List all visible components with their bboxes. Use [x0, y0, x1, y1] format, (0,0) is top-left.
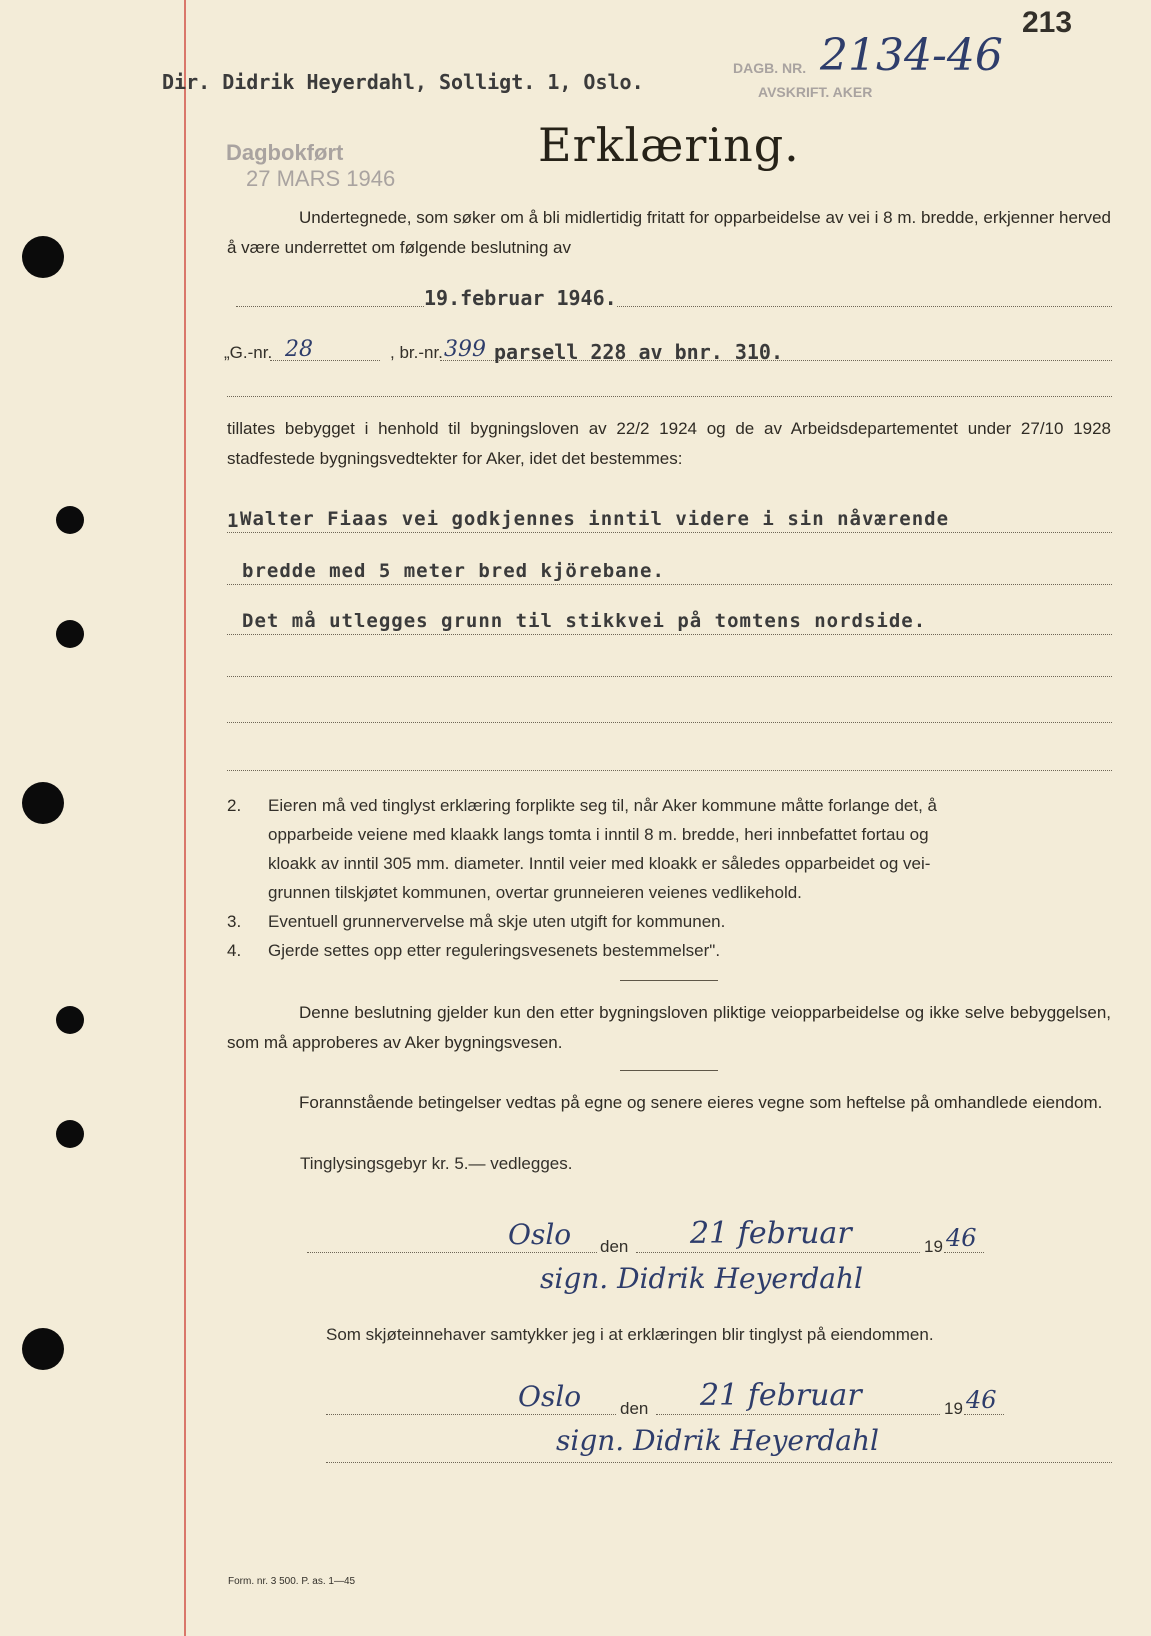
year-suffix: 46 — [966, 1386, 997, 1414]
intro-text: Undertegnede, som søker om å bli midlertidig fritatt for opparbeidelse av vei i 8 m. bredde, erkjenner herved å være underrettet om følgende beslutning av — [227, 208, 1111, 257]
dotted-line — [270, 360, 380, 361]
consent-text: Som skjøteinnehaver samtykker jeg i at erklæringen blir tinglyst på eiendommen. — [326, 1325, 934, 1344]
dotted-line — [944, 1252, 984, 1253]
condition-line: kloakk av inntil 305 mm. diameter. Inntil veier med kloakk er således opparbeidet og vei- — [268, 854, 931, 873]
den-label: den — [620, 1399, 649, 1418]
condition-line: Eventuell grunnervervelse må skje uten utgift for kommunen. — [268, 912, 726, 931]
dotted-line — [326, 1414, 616, 1415]
dotted-line — [307, 1252, 597, 1253]
typed-item-number: 1 — [227, 510, 239, 532]
dotted-line — [656, 1414, 940, 1415]
binder-hole — [56, 620, 84, 648]
dotted-line — [227, 396, 1112, 397]
dagb-stamp: DAGB. NR. — [733, 60, 807, 76]
dotted-line — [227, 770, 1112, 771]
margin-line — [184, 0, 186, 1636]
signature-date: 21 februar — [700, 1378, 862, 1413]
signature: sign. Didrik Heyerdahl — [540, 1262, 863, 1295]
separator-rule — [620, 1070, 718, 1071]
dotted-line — [326, 1462, 1112, 1463]
condition-line: opparbeide veiene med klaakk langs tomta i inntil 8 m. bredde, heri innbefattet fortau og — [268, 825, 929, 844]
den-label: den — [600, 1237, 629, 1256]
document-title: Erklæring. — [538, 118, 800, 172]
dotted-line — [636, 1252, 920, 1253]
typed-condition-line-3: Det må utlegges grunn til stikkvei på tomtens nordside. — [242, 610, 927, 632]
separator-rule — [620, 980, 718, 981]
avskrift-stamp: AVSKRIFT. AKER — [758, 84, 873, 100]
typed-condition-line-2: bredde med 5 meter bred kjörebane. — [242, 560, 665, 582]
binder-hole — [56, 1120, 84, 1148]
signature: sign. Didrik Heyerdahl — [556, 1424, 879, 1457]
dotted-line — [964, 1414, 1004, 1415]
condition-line: Gjerde settes opp etter reguleringsvesenets bestemmelser". — [268, 941, 721, 960]
gnr-label: „G.-nr. — [224, 343, 273, 362]
bnr-label: , br.-nr. — [390, 343, 443, 362]
dotted-line — [227, 634, 1112, 635]
typed-condition-line-1: Walter Fiaas vei godkjennes inntil videre i sin nåværende — [240, 508, 950, 530]
bnr-value: 399 — [444, 337, 486, 362]
binder-hole — [22, 1328, 64, 1370]
dotted-line — [236, 306, 1112, 307]
year-prefix: 19 — [944, 1399, 963, 1418]
condition-number: 4. — [227, 941, 242, 960]
year-prefix: 19 — [924, 1237, 943, 1256]
covenant-text: Forannstående betingelser vedtas på egne og senere eieres vegne som heftelse på omhandlede eiendom. — [299, 1093, 1103, 1112]
binder-hole — [56, 506, 84, 534]
binder-hole — [56, 1006, 84, 1034]
form-number: Form. nr. 3 500. P. as. 1—45 — [228, 1576, 356, 1587]
registration-stamp-date: 27 MARS 1946 — [246, 166, 396, 191]
registration-stamp-label: Dagbokført — [226, 140, 344, 165]
dotted-line — [227, 676, 1112, 677]
sender-address: Dir. Didrik Heyerdahl, Solligt. 1, Oslo. — [162, 70, 644, 94]
signature-date: 21 februar — [690, 1216, 852, 1251]
permission-text: tillates bebygget i henhold til bygningsloven av 22/2 1924 og de av Arbeidsdepartementet under 27/10 1928 stadfestede bygningsvedtekter for Aker, idet det bestemmes: — [227, 419, 1111, 468]
condition-number: 2. — [227, 796, 242, 815]
condition-number: 3. — [227, 912, 242, 931]
signature-place: Oslo — [508, 1218, 572, 1251]
parcel-text: parsell 228 av bnr. 310. — [494, 340, 783, 364]
dotted-line — [227, 584, 1112, 585]
note-text: Denne beslutning gjelder kun den etter bygningsloven pliktige veiopparbeidelse og ikke selve bebyggelsen, som må approberes av Aker bygningsvesen. — [227, 1003, 1111, 1052]
fee-text: Tinglysingsgebyr kr. 5.— vedlegges. — [300, 1154, 573, 1173]
year-suffix: 46 — [946, 1224, 977, 1252]
condition-line: grunnen tilskjøtet kommunen, overtar grunneieren veienes vedlikehold. — [268, 883, 802, 902]
dagb-number: 2134-46 — [820, 30, 1003, 81]
dotted-line — [227, 532, 1112, 533]
page-number: 213 — [1022, 6, 1073, 39]
condition-line: Eieren må ved tinglyst erklæring forplikte seg til, når Aker kommune måtte forlange det, å — [268, 796, 937, 815]
gnr-value: 28 — [285, 337, 313, 362]
decision-date: 19.februar 1946. — [424, 286, 617, 310]
binder-hole — [22, 236, 64, 278]
dotted-line — [227, 722, 1112, 723]
binder-hole — [22, 782, 64, 824]
signature-place: Oslo — [518, 1380, 582, 1413]
